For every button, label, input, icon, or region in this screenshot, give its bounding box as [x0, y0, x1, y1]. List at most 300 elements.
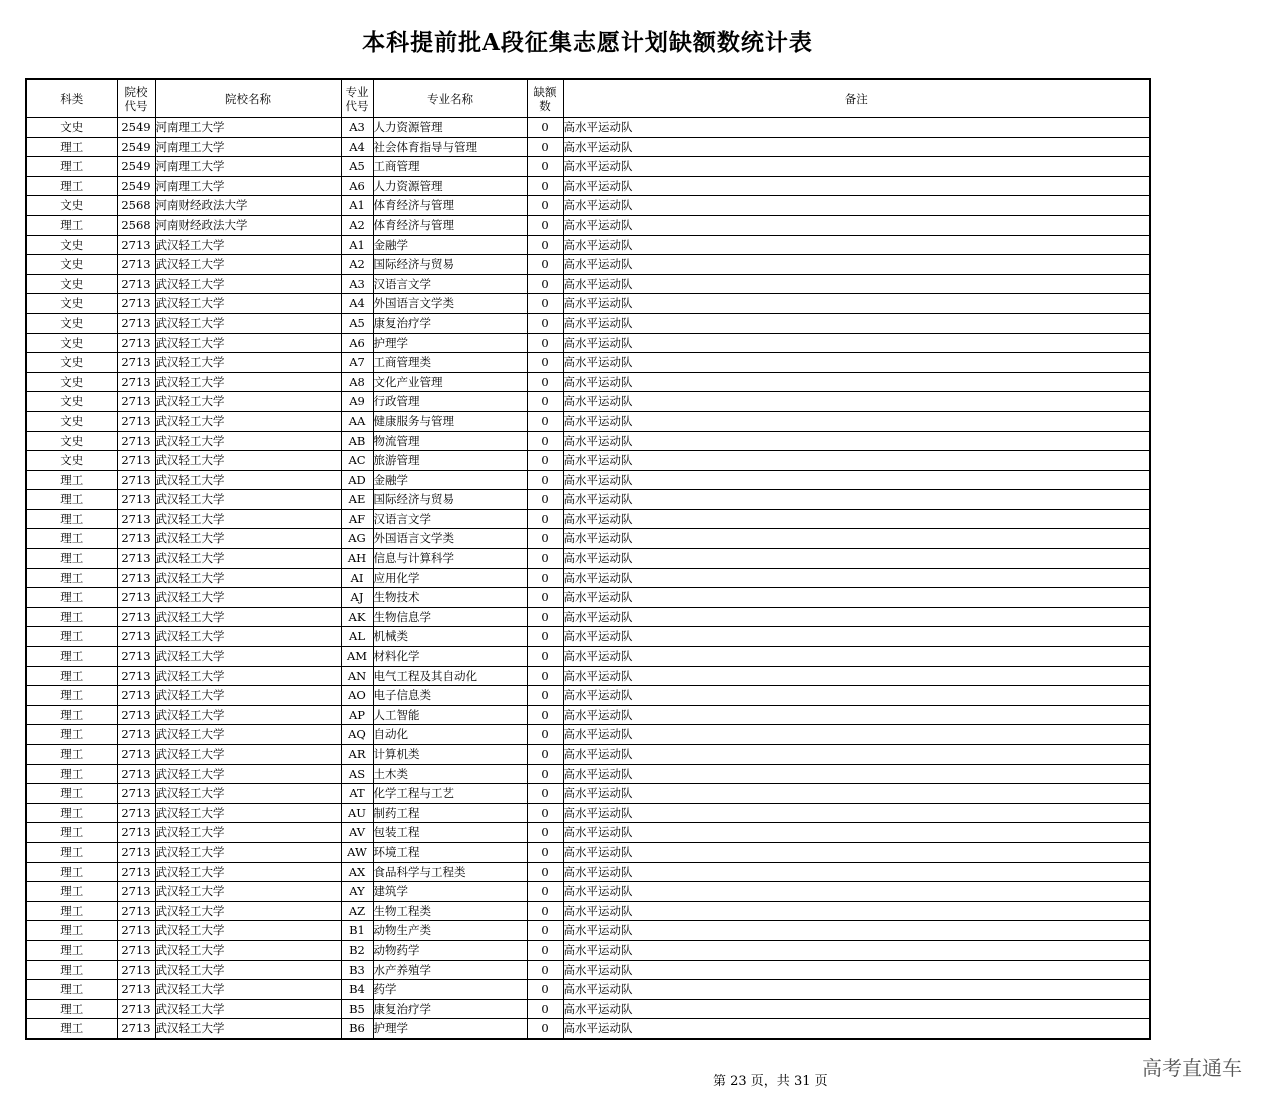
- table-header: [26, 79, 1150, 118]
- major-code-cell: A1: [341, 196, 373, 216]
- major-code-cell: AA: [341, 411, 373, 431]
- major-code-cell: AT: [341, 784, 373, 804]
- shortfall-cell: 0: [527, 901, 563, 921]
- major-code-cell: A6: [341, 333, 373, 353]
- note-cell: 高水平运动队: [563, 999, 1150, 1019]
- note-cell: 高水平运动队: [563, 901, 1150, 921]
- shortfall-cell: 0: [527, 235, 563, 255]
- shortfall-cell: 0: [527, 118, 563, 138]
- header-category: 科类: [26, 79, 117, 118]
- school-name-cell: 武汉轻工大学: [155, 745, 341, 765]
- major-code-cell: A2: [341, 255, 373, 275]
- table-row: [26, 784, 1150, 804]
- major-name-cell: 外国语言文学类: [373, 294, 527, 314]
- note-cell: 高水平运动队: [563, 764, 1150, 784]
- table-row: [26, 1019, 1150, 1039]
- table-row: [26, 607, 1150, 627]
- shortfall-cell: 0: [527, 921, 563, 941]
- school-code-cell: 2713: [117, 568, 155, 588]
- school-name-cell: 武汉轻工大学: [155, 313, 341, 333]
- table-row: [26, 842, 1150, 862]
- school-name-cell: 武汉轻工大学: [155, 901, 341, 921]
- category-cell: 理工: [26, 764, 117, 784]
- major-code-cell: AQ: [341, 725, 373, 745]
- major-name-cell: 生物信息学: [373, 607, 527, 627]
- note-cell: 高水平运动队: [563, 725, 1150, 745]
- major-name-cell: 金融学: [373, 470, 527, 490]
- table-row: [26, 137, 1150, 157]
- shortfall-cell: 0: [527, 549, 563, 569]
- note-cell: 高水平运动队: [563, 1019, 1150, 1039]
- note-cell: 高水平运动队: [563, 529, 1150, 549]
- category-cell: 理工: [26, 745, 117, 765]
- category-cell: 文史: [26, 274, 117, 294]
- shortfall-cell: 0: [527, 725, 563, 745]
- major-code-cell: A4: [341, 294, 373, 314]
- shortfall-table: [25, 78, 1151, 1040]
- category-cell: 理工: [26, 176, 117, 196]
- school-name-cell: 武汉轻工大学: [155, 294, 341, 314]
- school-name-cell: 河南理工大学: [155, 137, 341, 157]
- major-name-cell: 土木类: [373, 764, 527, 784]
- major-code-cell: B5: [341, 999, 373, 1019]
- school-code-cell: 2713: [117, 725, 155, 745]
- note-cell: 高水平运动队: [563, 235, 1150, 255]
- school-code-cell: 2713: [117, 921, 155, 941]
- school-code-cell: 2713: [117, 353, 155, 373]
- school-name-cell: 武汉轻工大学: [155, 627, 341, 647]
- major-name-cell: 国际经济与贸易: [373, 490, 527, 510]
- shortfall-cell: 0: [527, 196, 563, 216]
- header-note: 备注: [563, 79, 1150, 118]
- school-code-cell: 2549: [117, 137, 155, 157]
- major-name-cell: 应用化学: [373, 568, 527, 588]
- category-cell: 文史: [26, 333, 117, 353]
- table-row: [26, 803, 1150, 823]
- shortfall-cell: 0: [527, 255, 563, 275]
- major-name-cell: 水产养殖学: [373, 960, 527, 980]
- shortfall-cell: 0: [527, 353, 563, 373]
- major-name-cell: 外国语言文学类: [373, 529, 527, 549]
- major-code-cell: A8: [341, 372, 373, 392]
- school-name-cell: 河南财经政法大学: [155, 196, 341, 216]
- school-code-cell: 2713: [117, 764, 155, 784]
- table-row: [26, 960, 1150, 980]
- table-row: [26, 490, 1150, 510]
- table-row: [26, 118, 1150, 138]
- shortfall-cell: 0: [527, 823, 563, 843]
- table-row: [26, 686, 1150, 706]
- category-cell: 理工: [26, 607, 117, 627]
- table-row: [26, 862, 1150, 882]
- major-code-cell: B2: [341, 940, 373, 960]
- school-code-cell: 2713: [117, 803, 155, 823]
- major-code-cell: B4: [341, 980, 373, 1000]
- school-code-cell: 2713: [117, 490, 155, 510]
- category-cell: 理工: [26, 470, 117, 490]
- school-name-cell: 武汉轻工大学: [155, 529, 341, 549]
- major-code-cell: B6: [341, 1019, 373, 1039]
- major-code-cell: AR: [341, 745, 373, 765]
- category-cell: 理工: [26, 647, 117, 667]
- table-row: [26, 411, 1150, 431]
- shortfall-cell: 0: [527, 274, 563, 294]
- shortfall-cell: 0: [527, 372, 563, 392]
- note-cell: 高水平运动队: [563, 666, 1150, 686]
- category-cell: 理工: [26, 725, 117, 745]
- major-name-cell: 机械类: [373, 627, 527, 647]
- school-name-cell: 武汉轻工大学: [155, 842, 341, 862]
- category-cell: 文史: [26, 294, 117, 314]
- category-cell: 理工: [26, 1019, 117, 1039]
- school-code-cell: 2713: [117, 901, 155, 921]
- category-cell: 理工: [26, 999, 117, 1019]
- school-code-cell: 2713: [117, 588, 155, 608]
- table-row: [26, 705, 1150, 725]
- shortfall-cell: 0: [527, 392, 563, 412]
- school-name-cell: 武汉轻工大学: [155, 882, 341, 902]
- note-cell: 高水平运动队: [563, 862, 1150, 882]
- school-code-cell: 2713: [117, 882, 155, 902]
- major-name-cell: 动物生产类: [373, 921, 527, 941]
- note-cell: 高水平运动队: [563, 568, 1150, 588]
- major-code-cell: B3: [341, 960, 373, 980]
- major-name-cell: 康复治疗学: [373, 313, 527, 333]
- table-row: [26, 725, 1150, 745]
- school-name-cell: 武汉轻工大学: [155, 705, 341, 725]
- school-name-cell: 武汉轻工大学: [155, 451, 341, 471]
- table-row: [26, 999, 1150, 1019]
- category-cell: 文史: [26, 313, 117, 333]
- major-code-cell: A6: [341, 176, 373, 196]
- shortfall-cell: 0: [527, 333, 563, 353]
- note-cell: 高水平运动队: [563, 372, 1150, 392]
- table-row: [26, 176, 1150, 196]
- major-name-cell: 自动化: [373, 725, 527, 745]
- school-name-cell: 武汉轻工大学: [155, 607, 341, 627]
- category-cell: 理工: [26, 509, 117, 529]
- major-code-cell: AM: [341, 647, 373, 667]
- category-cell: 理工: [26, 490, 117, 510]
- table-row: [26, 157, 1150, 177]
- table-row: [26, 549, 1150, 569]
- school-name-cell: 河南理工大学: [155, 157, 341, 177]
- note-cell: 高水平运动队: [563, 353, 1150, 373]
- school-code-cell: 2568: [117, 196, 155, 216]
- major-name-cell: 行政管理: [373, 392, 527, 412]
- major-code-cell: AB: [341, 431, 373, 451]
- note-cell: 高水平运动队: [563, 451, 1150, 471]
- note-cell: 高水平运动队: [563, 294, 1150, 314]
- category-cell: 理工: [26, 215, 117, 235]
- school-code-cell: 2713: [117, 529, 155, 549]
- shortfall-cell: 0: [527, 313, 563, 333]
- category-cell: 理工: [26, 627, 117, 647]
- school-name-cell: 武汉轻工大学: [155, 999, 341, 1019]
- shortfall-cell: 0: [527, 647, 563, 667]
- school-name-cell: 武汉轻工大学: [155, 568, 341, 588]
- table-row: [26, 588, 1150, 608]
- school-name-cell: 武汉轻工大学: [155, 372, 341, 392]
- major-name-cell: 健康服务与管理: [373, 411, 527, 431]
- note-cell: 高水平运动队: [563, 960, 1150, 980]
- category-cell: 理工: [26, 803, 117, 823]
- major-name-cell: 电子信息类: [373, 686, 527, 706]
- note-cell: 高水平运动队: [563, 411, 1150, 431]
- major-name-cell: 化学工程与工艺: [373, 784, 527, 804]
- shortfall-cell: 0: [527, 980, 563, 1000]
- note-cell: 高水平运动队: [563, 118, 1150, 138]
- shortfall-cell: 0: [527, 764, 563, 784]
- school-name-cell: 武汉轻工大学: [155, 431, 341, 451]
- category-cell: 理工: [26, 157, 117, 177]
- shortfall-cell: 0: [527, 431, 563, 451]
- major-code-cell: AL: [341, 627, 373, 647]
- school-code-cell: 2713: [117, 999, 155, 1019]
- note-cell: 高水平运动队: [563, 196, 1150, 216]
- note-cell: 高水平运动队: [563, 588, 1150, 608]
- category-cell: 文史: [26, 451, 117, 471]
- school-name-cell: 武汉轻工大学: [155, 235, 341, 255]
- table-row: [26, 392, 1150, 412]
- shortfall-cell: 0: [527, 411, 563, 431]
- table-row: [26, 196, 1150, 216]
- shortfall-cell: 0: [527, 784, 563, 804]
- school-name-cell: 武汉轻工大学: [155, 647, 341, 667]
- school-name-cell: 武汉轻工大学: [155, 803, 341, 823]
- category-cell: 理工: [26, 823, 117, 843]
- shortfall-cell: 0: [527, 568, 563, 588]
- major-name-cell: 材料化学: [373, 647, 527, 667]
- note-cell: 高水平运动队: [563, 313, 1150, 333]
- shortfall-cell: 0: [527, 509, 563, 529]
- category-cell: 文史: [26, 196, 117, 216]
- note-cell: 高水平运动队: [563, 470, 1150, 490]
- table-row: [26, 333, 1150, 353]
- school-code-cell: 2713: [117, 1019, 155, 1039]
- note-cell: 高水平运动队: [563, 274, 1150, 294]
- shortfall-cell: 0: [527, 470, 563, 490]
- table-row: [26, 451, 1150, 471]
- major-name-cell: 体育经济与管理: [373, 215, 527, 235]
- note-cell: 高水平运动队: [563, 215, 1150, 235]
- school-code-cell: 2568: [117, 215, 155, 235]
- school-name-cell: 武汉轻工大学: [155, 862, 341, 882]
- major-name-cell: 建筑学: [373, 882, 527, 902]
- major-name-cell: 旅游管理: [373, 451, 527, 471]
- school-code-cell: 2713: [117, 862, 155, 882]
- major-code-cell: A3: [341, 274, 373, 294]
- category-cell: 理工: [26, 568, 117, 588]
- shortfall-cell: 0: [527, 842, 563, 862]
- school-name-cell: 武汉轻工大学: [155, 274, 341, 294]
- note-cell: 高水平运动队: [563, 490, 1150, 510]
- table-row: [26, 529, 1150, 549]
- category-cell: 理工: [26, 901, 117, 921]
- major-code-cell: AI: [341, 568, 373, 588]
- note-cell: 高水平运动队: [563, 784, 1150, 804]
- shortfall-cell: 0: [527, 1019, 563, 1039]
- shortfall-cell: 0: [527, 157, 563, 177]
- school-code-cell: 2713: [117, 940, 155, 960]
- major-name-cell: 人力资源管理: [373, 118, 527, 138]
- shortfall-cell: 0: [527, 686, 563, 706]
- major-name-cell: 体育经济与管理: [373, 196, 527, 216]
- table-row: [26, 882, 1150, 902]
- table-row: [26, 353, 1150, 373]
- school-code-cell: 2713: [117, 960, 155, 980]
- major-code-cell: AF: [341, 509, 373, 529]
- shortfall-cell: 0: [527, 627, 563, 647]
- shortfall-cell: 0: [527, 745, 563, 765]
- shortfall-cell: 0: [527, 294, 563, 314]
- major-name-cell: 康复治疗学: [373, 999, 527, 1019]
- table-row: [26, 921, 1150, 941]
- school-name-cell: 武汉轻工大学: [155, 392, 341, 412]
- watermark: 高考直通车: [1142, 1056, 1242, 1080]
- table-row: [26, 313, 1150, 333]
- major-code-cell: AX: [341, 862, 373, 882]
- note-cell: 高水平运动队: [563, 431, 1150, 451]
- major-name-cell: 环境工程: [373, 842, 527, 862]
- category-cell: 文史: [26, 235, 117, 255]
- category-cell: 理工: [26, 940, 117, 960]
- category-cell: 理工: [26, 882, 117, 902]
- note-cell: 高水平运动队: [563, 176, 1150, 196]
- major-name-cell: 汉语言文学: [373, 274, 527, 294]
- table-row: [26, 627, 1150, 647]
- major-code-cell: AK: [341, 607, 373, 627]
- shortfall-cell: 0: [527, 490, 563, 510]
- school-name-cell: 武汉轻工大学: [155, 725, 341, 745]
- major-code-cell: AY: [341, 882, 373, 902]
- note-cell: 高水平运动队: [563, 137, 1150, 157]
- page-title: 本科提前批A段征集志愿计划缺额数统计表: [362, 29, 813, 56]
- note-cell: 高水平运动队: [563, 627, 1150, 647]
- school-name-cell: 武汉轻工大学: [155, 333, 341, 353]
- school-name-cell: 武汉轻工大学: [155, 823, 341, 843]
- category-cell: 理工: [26, 960, 117, 980]
- category-cell: 文史: [26, 353, 117, 373]
- header-major-code: 专业 代号: [341, 79, 373, 118]
- note-cell: 高水平运动队: [563, 745, 1150, 765]
- note-cell: 高水平运动队: [563, 823, 1150, 843]
- school-name-cell: 武汉轻工大学: [155, 353, 341, 373]
- page-number: 第 23 页，共 31 页: [713, 1074, 828, 1089]
- major-code-cell: AZ: [341, 901, 373, 921]
- major-name-cell: 国际经济与贸易: [373, 255, 527, 275]
- school-code-cell: 2713: [117, 784, 155, 804]
- school-code-cell: 2713: [117, 745, 155, 765]
- major-code-cell: A9: [341, 392, 373, 412]
- school-name-cell: 武汉轻工大学: [155, 411, 341, 431]
- major-code-cell: AC: [341, 451, 373, 471]
- major-code-cell: A7: [341, 353, 373, 373]
- school-name-cell: 武汉轻工大学: [155, 940, 341, 960]
- category-cell: 文史: [26, 392, 117, 412]
- shortfall-cell: 0: [527, 215, 563, 235]
- table-row: [26, 372, 1150, 392]
- major-code-cell: AV: [341, 823, 373, 843]
- category-cell: 理工: [26, 921, 117, 941]
- school-name-cell: 武汉轻工大学: [155, 980, 341, 1000]
- school-code-cell: 2713: [117, 549, 155, 569]
- major-code-cell: AJ: [341, 588, 373, 608]
- school-code-cell: 2713: [117, 705, 155, 725]
- table-row: [26, 255, 1150, 275]
- note-cell: 高水平运动队: [563, 255, 1150, 275]
- note-cell: 高水平运动队: [563, 686, 1150, 706]
- major-name-cell: 信息与计算科学: [373, 549, 527, 569]
- category-cell: 文史: [26, 372, 117, 392]
- category-cell: 理工: [26, 666, 117, 686]
- shortfall-cell: 0: [527, 705, 563, 725]
- school-code-cell: 2713: [117, 235, 155, 255]
- major-name-cell: 计算机类: [373, 745, 527, 765]
- school-code-cell: 2713: [117, 431, 155, 451]
- school-code-cell: 2713: [117, 274, 155, 294]
- school-code-cell: 2713: [117, 451, 155, 471]
- category-cell: 理工: [26, 549, 117, 569]
- table-row: [26, 568, 1150, 588]
- school-name-cell: 武汉轻工大学: [155, 960, 341, 980]
- major-name-cell: 药学: [373, 980, 527, 1000]
- shortfall-cell: 0: [527, 451, 563, 471]
- category-cell: 理工: [26, 784, 117, 804]
- school-code-cell: 2549: [117, 157, 155, 177]
- school-code-cell: 2713: [117, 294, 155, 314]
- table-row: [26, 764, 1150, 784]
- major-name-cell: 人工智能: [373, 705, 527, 725]
- category-cell: 文史: [26, 255, 117, 275]
- school-name-cell: 武汉轻工大学: [155, 549, 341, 569]
- major-name-cell: 动物药学: [373, 940, 527, 960]
- note-cell: 高水平运动队: [563, 882, 1150, 902]
- school-name-cell: 武汉轻工大学: [155, 1019, 341, 1039]
- school-code-cell: 2713: [117, 666, 155, 686]
- table-row: [26, 274, 1150, 294]
- major-code-cell: AH: [341, 549, 373, 569]
- school-code-cell: 2713: [117, 607, 155, 627]
- major-code-cell: AG: [341, 529, 373, 549]
- major-code-cell: A3: [341, 118, 373, 138]
- major-code-cell: AW: [341, 842, 373, 862]
- note-cell: 高水平运动队: [563, 921, 1150, 941]
- school-name-cell: 武汉轻工大学: [155, 470, 341, 490]
- header-school-name: 院校名称: [155, 79, 341, 118]
- category-cell: 理工: [26, 137, 117, 157]
- shortfall-cell: 0: [527, 940, 563, 960]
- note-cell: 高水平运动队: [563, 333, 1150, 353]
- school-code-cell: 2713: [117, 333, 155, 353]
- major-code-cell: AP: [341, 705, 373, 725]
- note-cell: 高水平运动队: [563, 607, 1150, 627]
- school-code-cell: 2549: [117, 176, 155, 196]
- category-cell: 理工: [26, 529, 117, 549]
- major-code-cell: AE: [341, 490, 373, 510]
- school-code-cell: 2713: [117, 255, 155, 275]
- category-cell: 理工: [26, 686, 117, 706]
- major-name-cell: 包装工程: [373, 823, 527, 843]
- note-cell: 高水平运动队: [563, 940, 1150, 960]
- school-name-cell: 武汉轻工大学: [155, 784, 341, 804]
- major-name-cell: 生物技术: [373, 588, 527, 608]
- school-name-cell: 河南财经政法大学: [155, 215, 341, 235]
- table-row: [26, 215, 1150, 235]
- note-cell: 高水平运动队: [563, 803, 1150, 823]
- school-code-cell: 2549: [117, 118, 155, 138]
- school-code-cell: 2713: [117, 647, 155, 667]
